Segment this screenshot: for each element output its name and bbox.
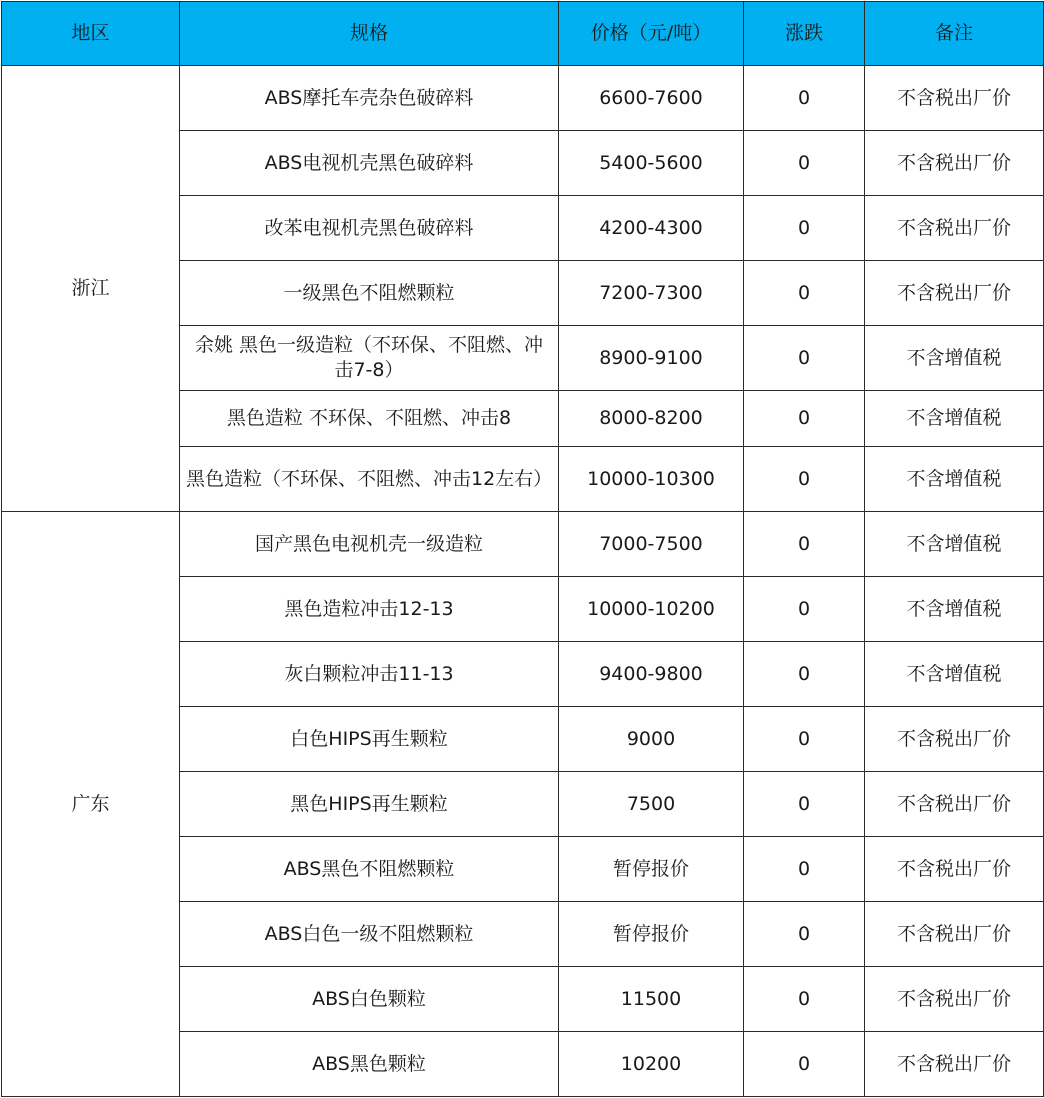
price-cell: 4200-4300 bbox=[559, 196, 744, 261]
price-cell: 10000-10300 bbox=[559, 447, 744, 512]
price-cell: 8000-8200 bbox=[559, 391, 744, 447]
price-cell: 10200 bbox=[559, 1032, 744, 1097]
change-cell: 0 bbox=[744, 512, 865, 577]
price-cell: 暂停报价 bbox=[559, 902, 744, 967]
note-cell: 不含税出厂价 bbox=[865, 837, 1044, 902]
price-cell: 9000 bbox=[559, 707, 744, 772]
price-cell: 9400-9800 bbox=[559, 642, 744, 707]
spec-cell: ABS黑色不阻燃颗粒 bbox=[180, 837, 559, 902]
change-cell: 0 bbox=[744, 902, 865, 967]
header-price: 价格（元/吨） bbox=[559, 2, 744, 66]
note-cell: 不含税出厂价 bbox=[865, 196, 1044, 261]
price-cell: 10000-10200 bbox=[559, 577, 744, 642]
header-region: 地区 bbox=[2, 2, 180, 66]
table-row bbox=[2, 66, 1044, 131]
spec-cell: 一级黑色不阻燃颗粒 bbox=[180, 261, 559, 326]
change-cell: 0 bbox=[744, 1032, 865, 1097]
note-cell: 不含税出厂价 bbox=[865, 261, 1044, 326]
price-cell: 11500 bbox=[559, 967, 744, 1032]
change-cell: 0 bbox=[744, 261, 865, 326]
spec-cell: 白色HIPS再生颗粒 bbox=[180, 707, 559, 772]
spec-cell: ABS电视机壳黑色破碎料 bbox=[180, 131, 559, 196]
note-cell: 不含税出厂价 bbox=[865, 772, 1044, 837]
spec-cell: 黑色HIPS再生颗粒 bbox=[180, 772, 559, 837]
region-cell: 浙江 bbox=[2, 66, 180, 512]
spec-cell: ABS黑色颗粒 bbox=[180, 1032, 559, 1097]
region-cell: 广东 bbox=[2, 512, 180, 1097]
price-cell: 6600-7600 bbox=[559, 66, 744, 131]
table-row bbox=[2, 512, 1044, 577]
note-cell: 不含增值税 bbox=[865, 326, 1044, 391]
price-cell: 7000-7500 bbox=[559, 512, 744, 577]
header-spec: 规格 bbox=[180, 2, 559, 66]
spec-cell: 改苯电视机壳黑色破碎料 bbox=[180, 196, 559, 261]
spec-cell: 国产黑色电视机壳一级造粒 bbox=[180, 512, 559, 577]
change-cell: 0 bbox=[744, 131, 865, 196]
price-cell: 5400-5600 bbox=[559, 131, 744, 196]
note-cell: 不含增值税 bbox=[865, 391, 1044, 447]
note-cell: 不含增值税 bbox=[865, 642, 1044, 707]
note-cell: 不含税出厂价 bbox=[865, 1032, 1044, 1097]
change-cell: 0 bbox=[744, 577, 865, 642]
change-cell: 0 bbox=[744, 447, 865, 512]
change-cell: 0 bbox=[744, 196, 865, 261]
note-cell: 不含税出厂价 bbox=[865, 707, 1044, 772]
note-cell: 不含税出厂价 bbox=[865, 902, 1044, 967]
change-cell: 0 bbox=[744, 837, 865, 902]
change-cell: 0 bbox=[744, 967, 865, 1032]
spec-cell: 黑色造粒 不环保、不阻燃、冲击8 bbox=[180, 391, 559, 447]
spec-cell: 余姚 黑色一级造粒（不环保、不阻燃、冲击7-8） bbox=[180, 326, 559, 391]
note-cell: 不含增值税 bbox=[865, 447, 1044, 512]
price-cell: 暂停报价 bbox=[559, 837, 744, 902]
change-cell: 0 bbox=[744, 707, 865, 772]
spec-cell: ABS白色一级不阻燃颗粒 bbox=[180, 902, 559, 967]
change-cell: 0 bbox=[744, 391, 865, 447]
note-cell: 不含增值税 bbox=[865, 512, 1044, 577]
price-table bbox=[1, 1, 1044, 1097]
spec-cell: ABS白色颗粒 bbox=[180, 967, 559, 1032]
change-cell: 0 bbox=[744, 326, 865, 391]
header-note: 备注 bbox=[865, 2, 1044, 66]
price-cell: 7200-7300 bbox=[559, 261, 744, 326]
spec-cell: 灰白颗粒冲击11-13 bbox=[180, 642, 559, 707]
price-cell: 7500 bbox=[559, 772, 744, 837]
change-cell: 0 bbox=[744, 642, 865, 707]
spec-cell: 黑色造粒（不环保、不阻燃、冲击12左右） bbox=[180, 447, 559, 512]
note-cell: 不含税出厂价 bbox=[865, 131, 1044, 196]
price-cell: 8900-9100 bbox=[559, 326, 744, 391]
note-cell: 不含增值税 bbox=[865, 577, 1044, 642]
note-cell: 不含税出厂价 bbox=[865, 967, 1044, 1032]
header-change: 涨跌 bbox=[744, 2, 865, 66]
note-cell: 不含税出厂价 bbox=[865, 66, 1044, 131]
spec-cell: 黑色造粒冲击12-13 bbox=[180, 577, 559, 642]
change-cell: 0 bbox=[744, 772, 865, 837]
change-cell: 0 bbox=[744, 66, 865, 131]
header-row bbox=[2, 2, 1044, 66]
spec-cell: ABS摩托车壳杂色破碎料 bbox=[180, 66, 559, 131]
